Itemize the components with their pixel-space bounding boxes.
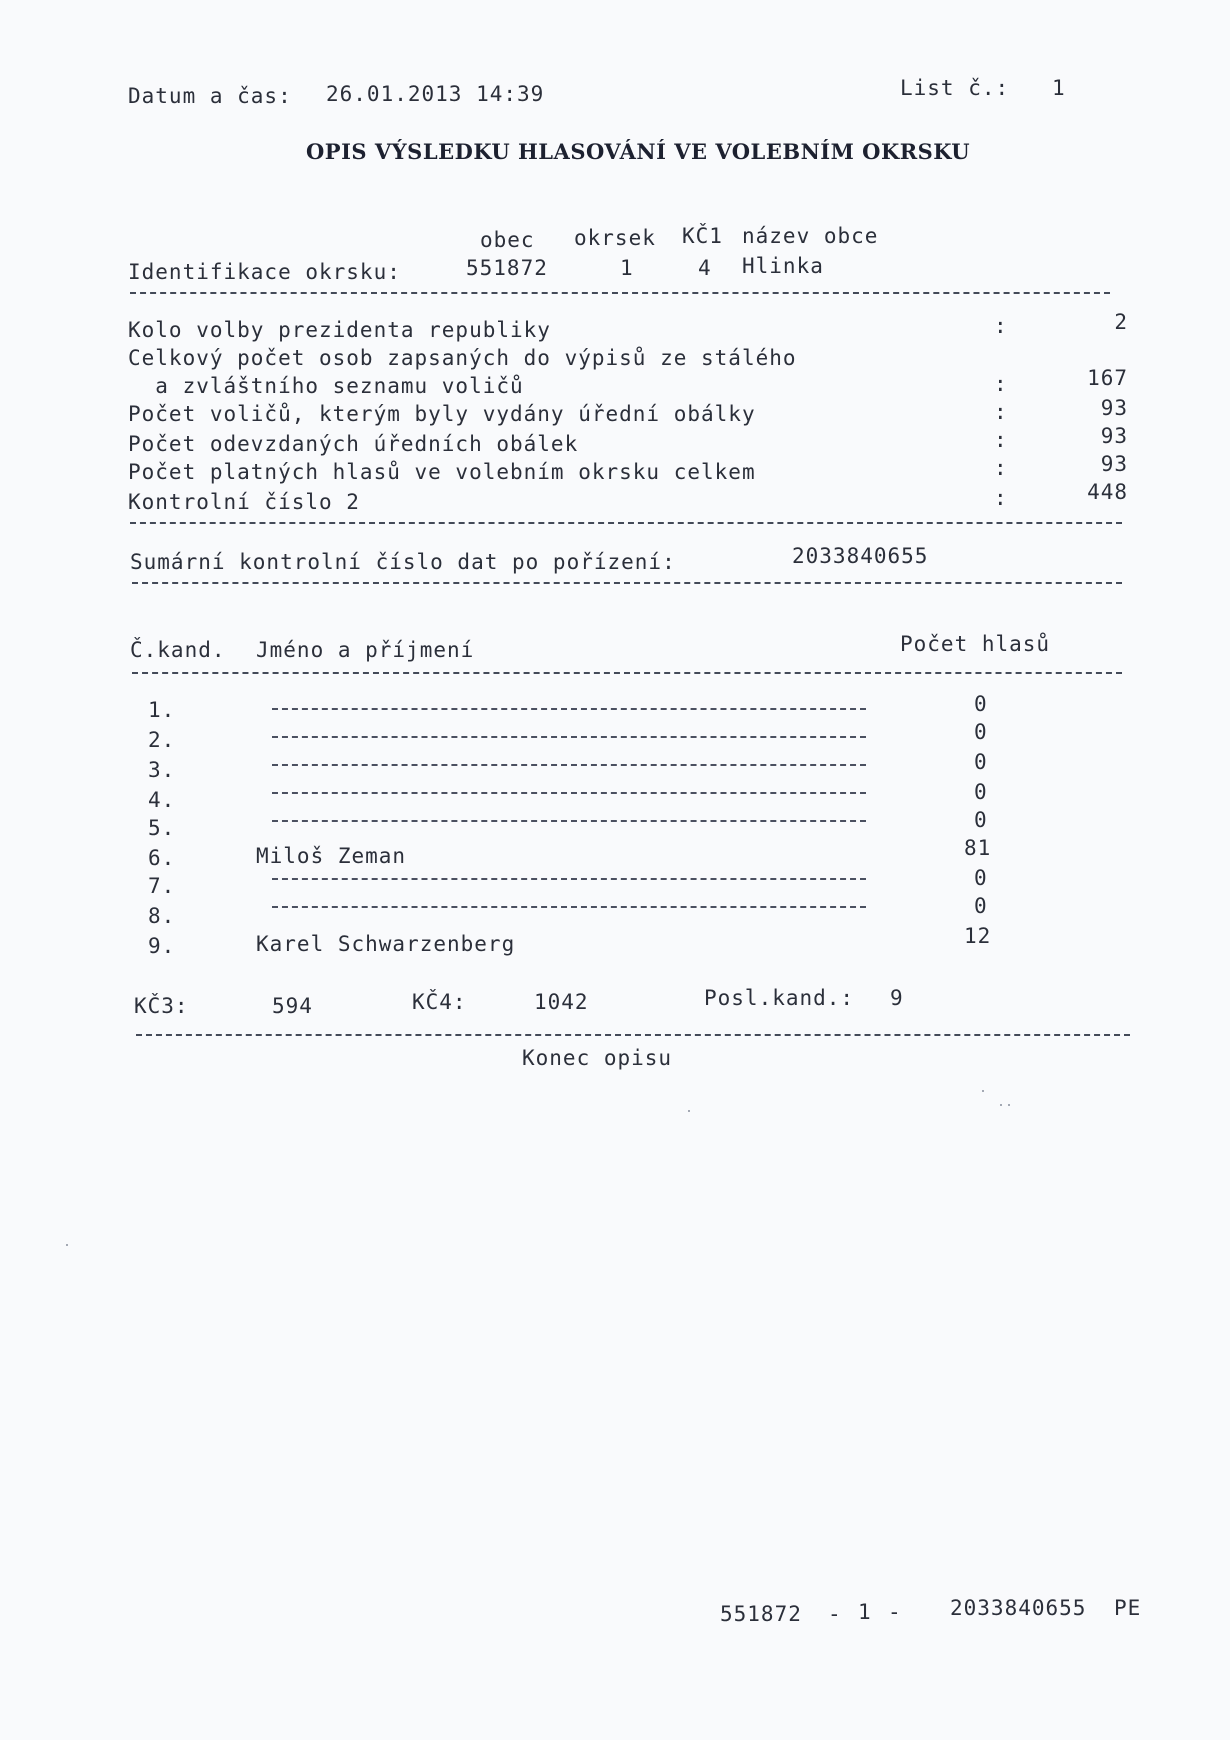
footer-okrsek: 1 [858, 1600, 872, 1624]
candidate-votes: 0 [974, 692, 988, 716]
candidate-number: 9. [148, 934, 176, 958]
last-candidate-value: 9 [890, 986, 904, 1010]
identification-label: Identifikace okrsku: [128, 260, 401, 284]
candidate-number: 6. [148, 846, 176, 870]
candidate-name-placeholder [272, 906, 866, 908]
candidate-votes: 0 [974, 894, 988, 918]
candidates-num-header: Č.kand. [130, 638, 226, 662]
summary-label: Sumární kontrolní číslo dat po pořízení: [130, 550, 676, 574]
kc3-value: 594 [272, 994, 313, 1018]
candidate-name-placeholder [272, 820, 866, 822]
stat-colon: : [994, 456, 1008, 480]
identification-obec: 551872 [466, 256, 548, 280]
stat-value: 93 [1100, 424, 1128, 448]
stat-value: 93 [1100, 452, 1128, 476]
sheet-value: 1 [1052, 76, 1066, 100]
candidates-name-header: Jméno a příjmení [256, 638, 475, 662]
candidate-name-placeholder [272, 736, 866, 738]
candidate-votes: 0 [974, 808, 988, 832]
summary-value: 2033840655 [792, 544, 929, 568]
footer-obec: 551872 [720, 1602, 802, 1626]
document-title: OPIS VÝSLEDKU HLASOVÁNÍ VE VOLEBNÍM OKRSKU [306, 139, 971, 164]
scan-speck [1008, 1104, 1010, 1106]
footer-separator: - [888, 1600, 902, 1624]
stat-label: Kolo volby prezidenta republiky [128, 318, 551, 342]
scan-speck [688, 1110, 690, 1112]
candidate-name: Karel Schwarzenberg [256, 932, 516, 956]
candidate-votes: 81 [964, 836, 992, 860]
identification-nazev: Hlinka [742, 254, 824, 278]
col-okrsek: okrsek [574, 226, 656, 250]
separator-line [130, 522, 1122, 524]
candidate-number: 2. [148, 728, 176, 752]
scan-speck [66, 1244, 68, 1246]
stat-colon: : [994, 400, 1008, 424]
candidate-name-placeholder [272, 878, 866, 880]
candidates-votes-header: Počet hlasů [900, 632, 1051, 656]
candidate-votes: 0 [974, 720, 988, 744]
candidate-name: Miloš Zeman [256, 844, 407, 868]
identification-okrsek: 1 [620, 256, 634, 280]
separator-line [130, 292, 1110, 294]
col-nazev: název obce [742, 224, 879, 248]
candidate-votes: 12 [964, 924, 992, 948]
footer-code: 2033840655 [950, 1596, 1087, 1620]
end-text: Konec opisu [522, 1046, 673, 1070]
candidate-number: 1. [148, 698, 176, 722]
stat-value: 93 [1100, 396, 1128, 420]
candidate-name-placeholder [272, 792, 866, 794]
footer-separator: - [828, 1602, 842, 1626]
candidate-votes: 0 [974, 780, 988, 804]
datetime-label: Datum a čas: [128, 84, 292, 108]
stat-label: Počet platných hlasů ve volebním okrsku celkem [128, 460, 756, 484]
kc3-label: KČ3: [134, 994, 189, 1018]
stat-colon: : [994, 428, 1008, 452]
candidate-number: 8. [148, 904, 176, 928]
candidate-number: 5. [148, 816, 176, 840]
candidate-votes: 0 [974, 750, 988, 774]
separator-line [136, 1034, 1130, 1036]
stat-value: 2 [1114, 310, 1128, 334]
col-kc1: KČ1 [682, 224, 723, 248]
stat-label: Počet voličů, kterým byly vydány úřední obálky [128, 402, 756, 426]
candidate-number: 3. [148, 758, 176, 782]
sheet-label: List č.: [900, 76, 1010, 100]
kc4-label: KČ4: [412, 990, 467, 1014]
stat-label: Počet odevzdaných úředních obálek [128, 432, 579, 456]
candidate-name-placeholder [272, 708, 866, 710]
stat-label: a zvláštního seznamu voličů [128, 374, 524, 398]
scan-speck [1000, 1104, 1002, 1106]
stat-colon: : [994, 372, 1008, 396]
identification-kc1: 4 [698, 256, 712, 280]
candidate-name-placeholder [272, 764, 866, 766]
stat-label: Celkový počet osob zapsaných do výpisů ze stálého [128, 346, 797, 370]
candidate-votes: 0 [974, 866, 988, 890]
stat-value: 448 [1087, 480, 1128, 504]
candidate-number: 4. [148, 788, 176, 812]
stat-colon: : [994, 486, 1008, 510]
kc4-value: 1042 [534, 990, 589, 1014]
col-obec: obec [480, 228, 535, 252]
scan-speck [982, 1090, 984, 1092]
stat-label: Kontrolní číslo 2 [128, 490, 360, 514]
stat-colon: : [994, 314, 1008, 338]
datetime-value: 26.01.2013 14:39 [326, 82, 545, 106]
separator-line [132, 582, 1122, 584]
candidate-number: 7. [148, 874, 176, 898]
stat-value: 167 [1087, 366, 1128, 390]
separator-line [132, 672, 1122, 674]
last-candidate-label: Posl.kand.: [704, 986, 855, 1010]
footer-suffix: PE [1114, 1596, 1142, 1620]
